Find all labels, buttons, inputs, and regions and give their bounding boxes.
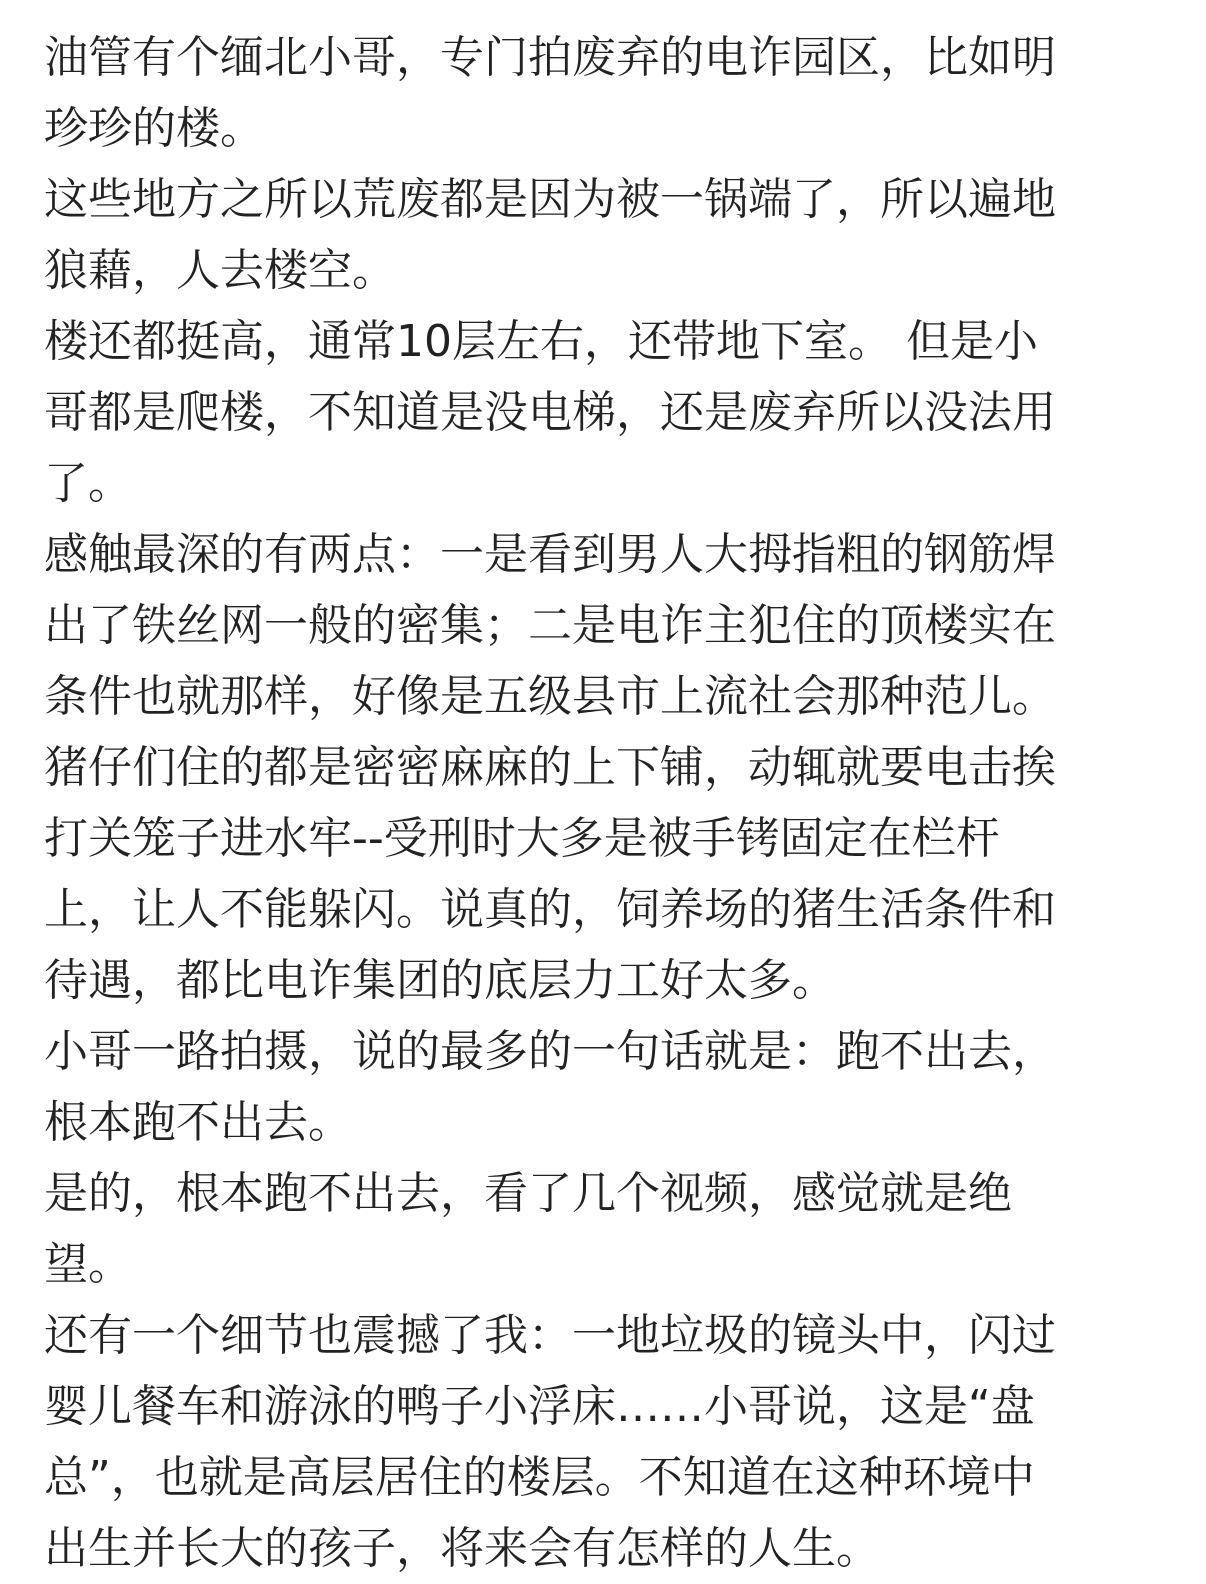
text-line: 是的，根本跑不出去，看了几个视频，感觉就是绝 — [44, 1168, 1012, 1219]
text-line: 楼还都挺高，通常10层左右，还带地下室。 但是小 — [44, 316, 1038, 367]
text-line: 打关笼子进水牢--受刑时大多是被手铐固定在栏杆 — [44, 813, 1000, 864]
text-line: 出生并长大的孩子，将来会有怎样的人生。 — [44, 1523, 880, 1574]
text-line: 这些地方之所以荒废都是因为被一锅端了，所以遍地 — [44, 174, 1056, 225]
text-line: 哥都是爬楼，不知道是没电梯，还是废弃所以没法用 — [44, 387, 1056, 438]
text-line: 珍珍的楼。 — [44, 103, 264, 154]
text-line: 总”，也就是高层居住的楼层。不知道在这种环境中 — [44, 1452, 1035, 1503]
text-line: 根本跑不出去。 — [44, 1097, 352, 1148]
text-line: 了。 — [44, 458, 132, 509]
text-line: 上，让人不能躲闪。说真的，饲养场的猪生活条件和 — [44, 884, 1056, 935]
text-line: 还有一个细节也震撼了我：一地垃圾的镜头中，闪过 — [44, 1310, 1056, 1361]
text-line: 狼藉，人去楼空。 — [44, 245, 396, 296]
text-line: 望。 — [44, 1239, 132, 1290]
text-line: 婴儿餐车和游泳的鸭子小浮床……小哥说，这是“盘 — [44, 1381, 1035, 1432]
text-line: 出了铁丝网一般的密集；二是电诈主犯住的顶楼实在 — [44, 600, 1056, 651]
text-line: 猪仔们住的都是密密麻麻的上下铺，动辄就要电击挨 — [44, 742, 1056, 793]
post-body-text — [44, 22, 1164, 1584]
text-line: 小哥一路拍摄，说的最多的一句话就是：跑不出去， — [44, 1026, 1056, 1077]
text-line: 条件也就那样，好像是五级县市上流社会那种范儿。 — [44, 671, 1056, 722]
text-line: 油管有个缅北小哥，专门拍废弃的电诈园区，比如明 — [44, 32, 1056, 83]
text-line: 感触最深的有两点：一是看到男人大拇指粗的钢筋焊 — [44, 529, 1056, 580]
text-line: 待遇，都比电诈集团的底层力工好太多。 — [44, 955, 836, 1006]
